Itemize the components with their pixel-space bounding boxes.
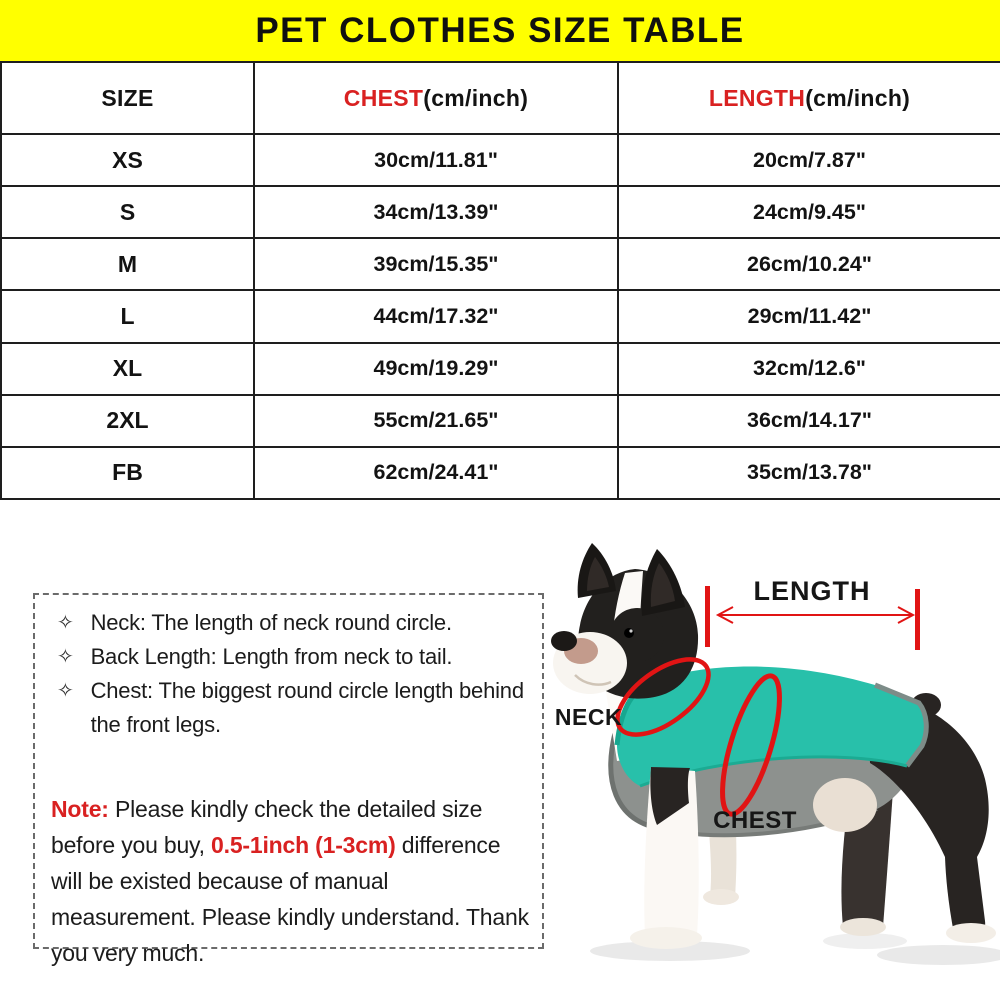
list-item [47,674,536,742]
note-text-2: difference will be existed because of manual measurement. Please kindly understand. Thank you very much. [51,832,529,966]
table-row [1,134,1000,186]
table-row [1,447,1000,499]
page-title: PET CLOTHES SIZE TABLE [255,10,745,50]
measurement-notes-box [33,593,544,966]
length-start-bar [705,586,710,647]
cell-chest: 39cm/15.35" [254,238,618,290]
size-table [0,61,1000,500]
note-label: Note: [51,796,109,822]
list-item [47,640,536,674]
cell-size: 2XL [1,395,254,447]
neck-definition: Neck: The length of neck round circle. [90,610,452,635]
cell-size: S [1,186,254,238]
header-size: SIZE [1,62,254,134]
table-row [1,186,1000,238]
cell-size: FB [1,447,254,499]
header-length-label: LENGTH [708,84,806,111]
cell-size: XL [1,343,254,395]
back-length-definition: Back Length: Length from neck to tail. [90,644,453,669]
chest-definition: Chest: The biggest round circle length behind the front legs. [90,678,524,737]
cell-chest: 55cm/21.65" [254,395,618,447]
cell-size: M [1,238,254,290]
disclaimer-note [51,791,533,971]
cell-size: XS [1,134,254,186]
table-row [1,343,1000,395]
cell-length: 35cm/13.78" [618,447,1000,499]
header-length [618,62,1000,134]
cell-length: 36cm/14.17" [618,395,1000,447]
chest-label: CHEST [713,807,797,834]
header-length-unit: (cm/inch) [805,84,911,111]
cell-length: 24cm/9.45" [618,186,1000,238]
cell-size: L [1,290,254,342]
cell-chest: 49cm/19.29" [254,343,618,395]
cell-chest: 62cm/24.41" [254,447,618,499]
header-chest-label: CHEST [343,84,424,111]
table-row [1,290,1000,342]
title-banner [0,0,1000,61]
cell-chest: 44cm/17.32" [254,290,618,342]
list-item [47,606,536,640]
note-text-1: Please kindly check the detailed size before you buy, [51,796,483,858]
length-arrow [718,607,913,623]
table-header-row [1,62,1000,134]
cell-chest: 30cm/11.81" [254,134,618,186]
measurement-definitions [47,606,536,742]
length-label: LENGTH [753,576,871,606]
cell-length: 26cm/10.24" [618,238,1000,290]
note-highlight: 0.5-1inch (1-3cm) [211,832,396,858]
cell-chest: 34cm/13.39" [254,186,618,238]
table-row [1,395,1000,447]
cell-length: 32cm/12.6" [618,343,1000,395]
header-chest [254,62,618,134]
diamond-bullet-icon: ✧ [57,680,74,702]
diamond-bullet-icon: ✧ [57,612,74,634]
neck-label: NECK [554,704,623,730]
header-chest-unit: (cm/inch) [423,84,529,111]
diamond-bullet-icon: ✧ [57,646,74,668]
cell-length: 29cm/11.42" [618,290,1000,342]
length-end-bar [915,589,920,650]
cell-length: 20cm/7.87" [618,134,1000,186]
table-row [1,238,1000,290]
